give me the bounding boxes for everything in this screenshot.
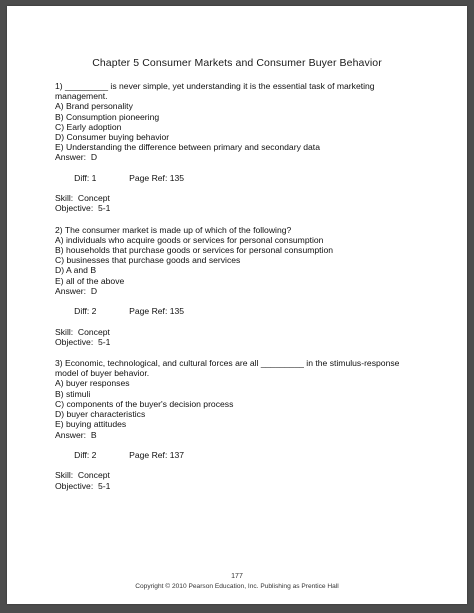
page-number: 177 [231, 573, 243, 580]
answer-option: E) buying attitudes [55, 419, 127, 430]
answer-option: E) Understanding the difference between primary and secondary data [55, 142, 320, 153]
answer-option: B) Consumption pioneering [55, 111, 160, 122]
answer-option: D) A and B [55, 265, 97, 276]
page-reference: Page Ref: 135 [129, 306, 185, 317]
answer-key: Answer: D [55, 152, 98, 163]
document-page [7, 6, 467, 604]
page-title: Chapter 5 Consumer Markets and Consumer Buyer Behavior [92, 57, 382, 69]
answer-key: Answer: B [55, 429, 97, 440]
answer-option: C) components of the buyer's decision process [55, 398, 234, 409]
question-1 [55, 81, 425, 214]
page-reference: Page Ref: 137 [129, 449, 185, 460]
skill: Skill: Concept [55, 470, 110, 481]
question-3 [55, 358, 425, 491]
answer-option: C) businesses that purchase goods and services [55, 255, 241, 266]
answer-option: B) stimuli [55, 388, 91, 399]
copyright-notice: Copyright © 2010 Pearson Education, Inc. Publishing as Prentice Hall [135, 583, 339, 590]
objective: Objective: 5-1 [55, 203, 111, 214]
page-reference: Page Ref: 135 [129, 172, 185, 183]
question-stem: 2) The consumer market is made up of which of the following? [55, 224, 292, 235]
answer-option: B) households that purchase goods or services for personal consumption [55, 245, 334, 256]
answer-option: E) all of the above [55, 275, 125, 286]
question-2 [55, 225, 425, 347]
answer-option: A) Brand personality [55, 101, 133, 112]
answer-key: Answer: D [55, 285, 98, 296]
question-list [55, 81, 425, 502]
difficulty: Diff: 2 [74, 449, 97, 460]
skill: Skill: Concept [55, 193, 110, 204]
answer-option: D) Consumer buying behavior [55, 132, 170, 143]
difficulty: Diff: 2 [74, 306, 97, 317]
answer-option: D) buyer characteristics [55, 409, 146, 420]
difficulty-line [55, 440, 425, 471]
answer-option: A) buyer responses [55, 378, 130, 389]
skill: Skill: Concept [55, 326, 110, 337]
question-stem: 1) _________ is never simple, yet understanding it is the essential task of marketing management. [55, 81, 377, 102]
answer-option: C) Early adoption [55, 121, 122, 132]
objective: Objective: 5-1 [55, 336, 111, 347]
difficulty-line [55, 296, 425, 327]
question-stem: 3) Economic, technological, and cultural forces are all _________ in the stimulus-response model of buyer behavior. [55, 358, 402, 379]
difficulty-line [55, 163, 425, 194]
difficulty: Diff: 1 [74, 172, 97, 183]
answer-option: A) individuals who acquire goods or services for personal consumption [55, 234, 324, 245]
objective: Objective: 5-1 [55, 480, 111, 491]
